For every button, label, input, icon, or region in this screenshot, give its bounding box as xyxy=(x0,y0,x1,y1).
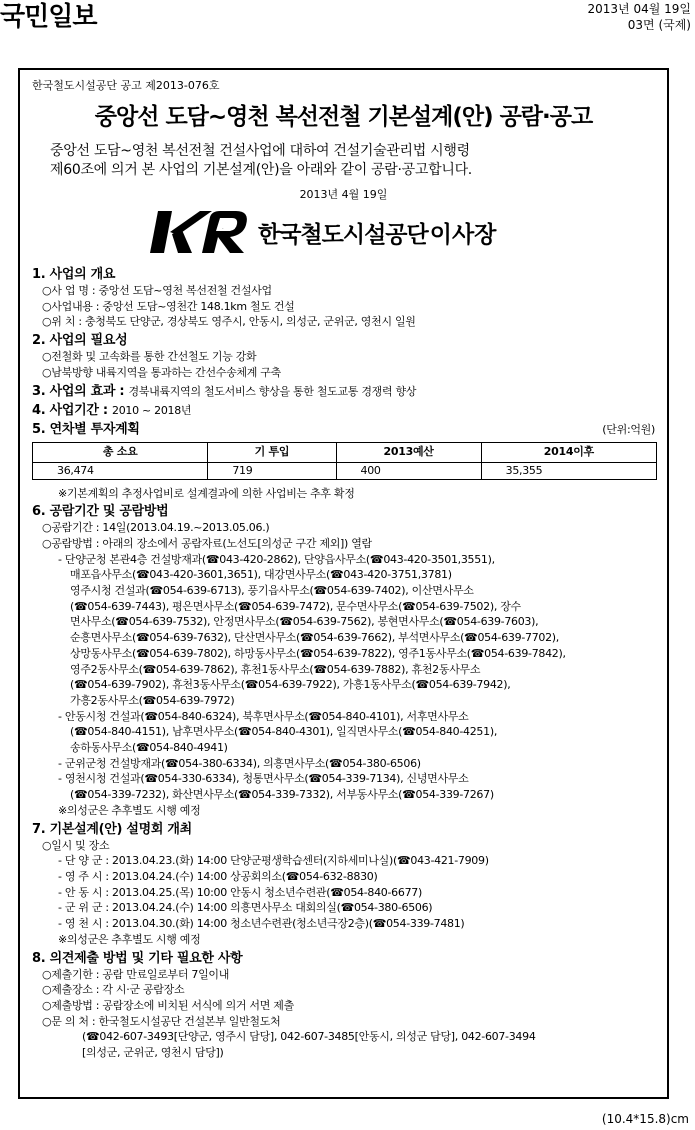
table-header: 2013예산 xyxy=(336,442,481,462)
section-7-line: ※의성군은 추후별도 시행 예정 xyxy=(58,932,201,946)
section-6-line: (☎054-840-4151), 남후면사무소(☎054-840-4301), 일직면사무소(☎054-840-4251), xyxy=(70,725,498,739)
section-8-line: ○문 의 처 : 한국철도시설공단 건설본부 일반철도처 xyxy=(42,1014,281,1028)
notice-number: 한국철도시설공단 공고 제2013-076호 xyxy=(32,79,220,92)
intro-line: 제60조에 의거 본 사업의 기본설계(안)을 아래와 같이 공람·공고합니다. xyxy=(50,162,472,178)
public-notice-ad xyxy=(18,68,669,1099)
section-4-title: 4. 사업기간 : xyxy=(32,402,108,418)
section-5 xyxy=(32,421,657,438)
section-3 xyxy=(32,383,657,400)
section-7-lines xyxy=(32,838,657,948)
section-8-line: [의성군, 군위군, 영천시 담당]) xyxy=(82,1046,224,1060)
section-2-item: ○전철화 및 고속화를 통한 간선철도 기능 강화 xyxy=(42,350,257,364)
section-6-line: ※의성군은 추후별도 시행 예정 xyxy=(58,803,201,817)
section-8-title: 8. 의견제출 방법 및 기타 필요한 사항 xyxy=(32,950,243,966)
table-row xyxy=(33,462,657,479)
section-6-line: (☎054-639-7902), 휴천3동사무소(☎054-639-7922), 가흥1동사무소(☎054-639-7942), xyxy=(70,678,511,692)
publication-info xyxy=(588,1,691,33)
section-7-line: ○일시 및 장소 xyxy=(42,838,110,852)
section-4-text: 2010 ~ 2018년 xyxy=(112,403,192,417)
section-7-title: 7. 기본설계(안) 설명회 개최 xyxy=(32,821,192,837)
section-6-line: - 안동시청 건설과(☎054-840-6324), 북후면사무소(☎054-840-4101), 서후면사무소 xyxy=(58,709,469,723)
section-6-title: 6. 공람기간 및 공람방법 xyxy=(32,504,169,520)
section-4 xyxy=(32,402,657,419)
section-6-line: - 군위군청 건설방재과(☎054-380-6334), 의흥면사무소(☎054-380-6506) xyxy=(58,756,421,770)
section-6-line: (☎054-639-7443), 평은면사무소(☎054-639-7472), 문수면사무소(☎054-639-7502), 장수 xyxy=(70,599,521,613)
issuer-title: 이사장 xyxy=(429,221,497,248)
publication-date: 2013년 04월 19일 xyxy=(587,2,691,16)
section-5-note: ※기본계획의 추정사업비로 설계결과에 의한 사업비는 추후 확정 xyxy=(58,486,355,500)
investment-table xyxy=(32,442,657,480)
section-7-line: - 안 동 시 : 2013.04.25.(목) 10:00 안동시 청소년수련관(☎054-840-6677) xyxy=(58,885,422,899)
section-6-line: 상망동사무소(☎054-639-7802), 하망동사무소(☎054-639-7822), 영주1동사무소(☎054-639-7842), xyxy=(70,646,566,660)
section-6-line: 매포읍사무소(☎043-420-3601,3651), 대강면사무소(☎043-420-3751,3781) xyxy=(70,568,452,582)
table-header: 총 소요 xyxy=(33,442,208,462)
section-3-title: 3. 사업의 효과 : xyxy=(32,383,125,399)
logo-text: KR xyxy=(222,229,224,230)
section-7-line: - 영 주 시 : 2013.04.24.(수) 14:00 상공회의소(☎054-632-8830) xyxy=(58,869,378,883)
unit-label: (단위:억원) xyxy=(602,422,655,436)
notice-body xyxy=(32,264,657,1061)
section-8-line: ○제출기한 : 공람 만료일로부터 7일이내 xyxy=(42,967,230,981)
table-cell: 35,355 xyxy=(481,462,656,479)
page-section: 03면 (국제) xyxy=(627,18,691,32)
notice-title: 중앙선 도담~영천 복선전철 기본설계(안) 공람·공고 xyxy=(94,104,593,130)
section-6-line: 송하동사무소(☎054-840-4941) xyxy=(70,741,228,755)
ad-size: (10.4*15.8)cm xyxy=(601,1112,689,1126)
section-1-item: ○사 업 명 : 중앙선 도담~영천 복선전철 건설사업 xyxy=(42,284,272,297)
section-8-line: ○제출방법 : 공람장소에 비치된 서식에 의거 서면 제출 xyxy=(42,998,294,1012)
section-5-title: 5. 연차별 투자계획 xyxy=(32,421,140,437)
notice-date: 2013년 4월 19일 xyxy=(299,188,388,201)
signature-block xyxy=(150,204,496,260)
section-6-line: 영주시청 건설과(☎054-639-6713), 풍기읍사무소(☎054-639-7402), 이산면사무소 xyxy=(70,584,474,598)
section-6-line: ○공람방법 : 아래의 장소에서 공람자료(노선도[의성군 구간 제외]) 열람 xyxy=(42,536,372,550)
section-2-title: 2. 사업의 필요성 xyxy=(32,333,128,349)
table-header-row xyxy=(33,442,657,462)
intro-line: 중앙선 도담~영천 복선전철 건설사업에 대하여 건설기술관리법 시행령 xyxy=(50,143,470,159)
section-6-line: (☎054-339-7232), 화산면사무소(☎054-339-7332), 서부동사무소(☎054-339-7267) xyxy=(70,788,494,802)
section-3-text: 경북내륙지역의 철도서비스 향상을 통한 철도교통 경쟁력 향상 xyxy=(128,384,417,398)
section-6-line: ○공람기간 : 14일(2013.04.19.~2013.05.06.) xyxy=(42,521,270,535)
section-7-line: - 영 천 시 : 2013.04.30.(화) 14:00 청소년수련관(청소년극장2층)(☎054-339-7481) xyxy=(58,917,465,931)
notice-intro xyxy=(50,142,653,180)
section-1-item: ○위 치 : 충청북도 단양군, 경상북도 영주시, 안동시, 의성군, 군위군, 영천시 일원 xyxy=(42,315,416,329)
section-1-item: ○사업내용 : 중앙선 도담~영천간 148.1km 철도 건설 xyxy=(42,299,295,313)
section-8-line: (☎042-607-3493[단양군, 영주시 담당], 042-607-3485[안동시, 의성군 담당], 042-607-3494 xyxy=(82,1030,536,1044)
section-6-line: 영주2동사무소(☎054-639-7862), 휴천1동사무소(☎054-639-7882), 휴천2동사무소 xyxy=(70,662,481,676)
section-6-line: - 단양군청 본관4층 건설방재과(☎043-420-2862), 단양읍사무소(☎043-420-3501,3551), xyxy=(58,552,495,566)
section-2-item: ○남북방향 내륙지역을 통과하는 간선수송체계 구축 xyxy=(42,365,281,379)
section-6-line: - 영천시청 건설과(☎054-330-6334), 청통면사무소(☎054-339-7134), 신녕면사무소 xyxy=(58,772,469,786)
section-7-line: - 단 양 군 : 2013.04.23.(화) 14:00 단양군평생학습센터(지하세미나실)(☎043-421-7909) xyxy=(58,854,489,868)
table-cell: 719 xyxy=(208,462,336,479)
section-8-line: ○제출장소 : 각 시·군 공람장소 xyxy=(42,983,185,997)
section-6-line: 면사무소(☎054-639-7532), 안정면사무소(☎054-639-7562), 봉현면사무소(☎054-639-7603), xyxy=(70,615,539,629)
newspaper-name: 국민일보 xyxy=(0,2,97,32)
table-header: 기 투입 xyxy=(208,442,336,462)
kr-logo-icon xyxy=(150,207,250,257)
section-6-line: 순흥면사무소(☎054-639-7632), 단산면사무소(☎054-639-7662), 부석면사무소(☎054-639-7702), xyxy=(70,631,559,645)
section-8-lines xyxy=(32,967,657,1061)
issuer-name: 한국철도시설공단 xyxy=(258,221,428,248)
table-cell: 400 xyxy=(336,462,481,479)
table-cell: 36,474 xyxy=(33,462,208,479)
section-7-line: - 군 위 군 : 2013.04.24.(수) 14:00 의흥면사무소 대회의실(☎054-380-6506) xyxy=(58,901,433,915)
table-header: 2014이후 xyxy=(481,442,656,462)
section-6-lines xyxy=(32,520,657,818)
section-1-title: 1. 사업의 개요 xyxy=(32,267,116,282)
section-6-line: 가흥2동사무소(☎054-639-7972) xyxy=(70,693,235,707)
